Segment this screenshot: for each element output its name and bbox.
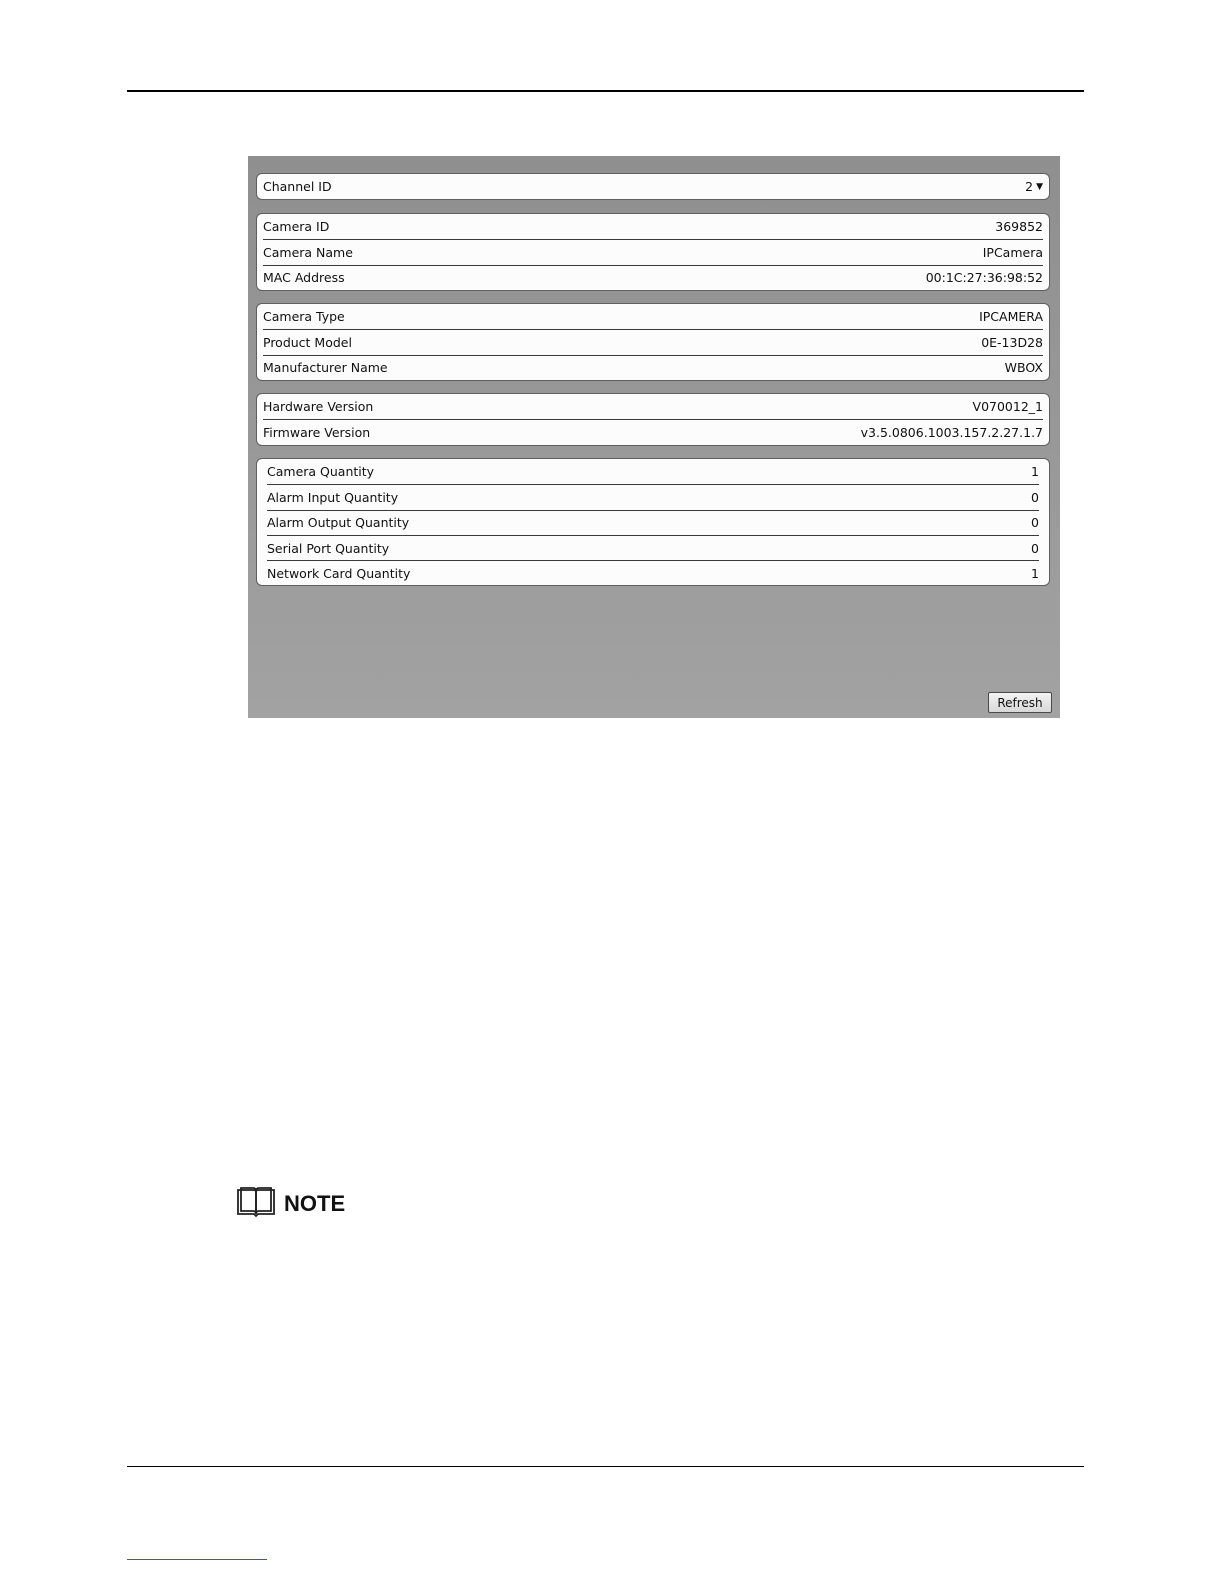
row-label: Hardware Version bbox=[263, 399, 374, 415]
channel-dropdown[interactable] bbox=[1025, 179, 1043, 194]
camera-product-group bbox=[256, 303, 1050, 381]
row-label: Camera Type bbox=[263, 309, 345, 325]
camera-quantity-group bbox=[256, 458, 1050, 586]
row-label: MAC Address bbox=[263, 270, 345, 286]
row-value: 0 bbox=[1031, 515, 1039, 531]
footer-link-underline bbox=[127, 1559, 267, 1560]
camera-info-panel bbox=[248, 156, 1060, 718]
book-icon bbox=[236, 1186, 276, 1222]
channel-label: Channel ID bbox=[263, 179, 332, 195]
row-value: 0 bbox=[1031, 489, 1039, 505]
row-label: Camera Quantity bbox=[267, 464, 375, 480]
info-row-camera-quantity bbox=[267, 459, 1039, 484]
camera-identity-group bbox=[256, 213, 1050, 291]
row-value: 00:1C:27:36:98:52 bbox=[925, 270, 1043, 286]
info-row-hardware-version bbox=[263, 394, 1043, 419]
row-label: Firmware Version bbox=[263, 424, 371, 440]
info-row-camera-id bbox=[263, 214, 1043, 239]
info-row-serial-port-quantity bbox=[267, 535, 1039, 560]
channel-value: 2 bbox=[1025, 179, 1034, 195]
row-label: Product Model bbox=[263, 334, 352, 350]
row-value: IPCAMERA bbox=[979, 309, 1043, 325]
info-row-alarm-input-quantity bbox=[267, 484, 1039, 509]
note-heading bbox=[236, 1186, 345, 1222]
camera-version-group bbox=[256, 393, 1050, 446]
row-value: v3.5.0806.1003.157.2.27.1.7 bbox=[860, 424, 1043, 440]
row-value: 0E-13D28 bbox=[981, 334, 1043, 350]
info-row-firmware-version bbox=[263, 419, 1043, 444]
row-label: Camera Name bbox=[263, 244, 353, 260]
info-row-mac-address bbox=[263, 265, 1043, 290]
row-value: IPCamera bbox=[982, 244, 1043, 260]
row-value: 1 bbox=[1031, 464, 1039, 480]
refresh-button[interactable]: Refresh bbox=[988, 692, 1052, 713]
row-label: Alarm Output Quantity bbox=[267, 515, 410, 531]
info-row-manufacturer-name bbox=[263, 355, 1043, 380]
header-rule bbox=[127, 90, 1084, 92]
channel-group bbox=[256, 173, 1050, 200]
row-value: 369852 bbox=[995, 219, 1043, 235]
row-label: Network Card Quantity bbox=[267, 565, 411, 581]
info-row-product-model bbox=[263, 329, 1043, 354]
info-row-camera-type bbox=[263, 304, 1043, 329]
row-label: Alarm Input Quantity bbox=[267, 489, 399, 505]
note-label: NOTE bbox=[284, 1191, 346, 1216]
row-label: Camera ID bbox=[263, 219, 330, 235]
row-value: WBOX bbox=[1004, 360, 1043, 376]
row-value: 0 bbox=[1031, 540, 1039, 556]
row-label: Manufacturer Name bbox=[263, 360, 388, 376]
info-row-network-card-quantity bbox=[267, 560, 1039, 585]
footer-rule bbox=[127, 1466, 1084, 1467]
info-row-alarm-output-quantity bbox=[267, 510, 1039, 535]
info-row-camera-name bbox=[263, 239, 1043, 264]
row-value: V070012_1 bbox=[972, 399, 1043, 415]
chevron-down-icon: ▼ bbox=[1036, 181, 1043, 192]
channel-row bbox=[263, 174, 1043, 199]
row-value: 1 bbox=[1031, 565, 1039, 581]
row-label: Serial Port Quantity bbox=[267, 540, 390, 556]
